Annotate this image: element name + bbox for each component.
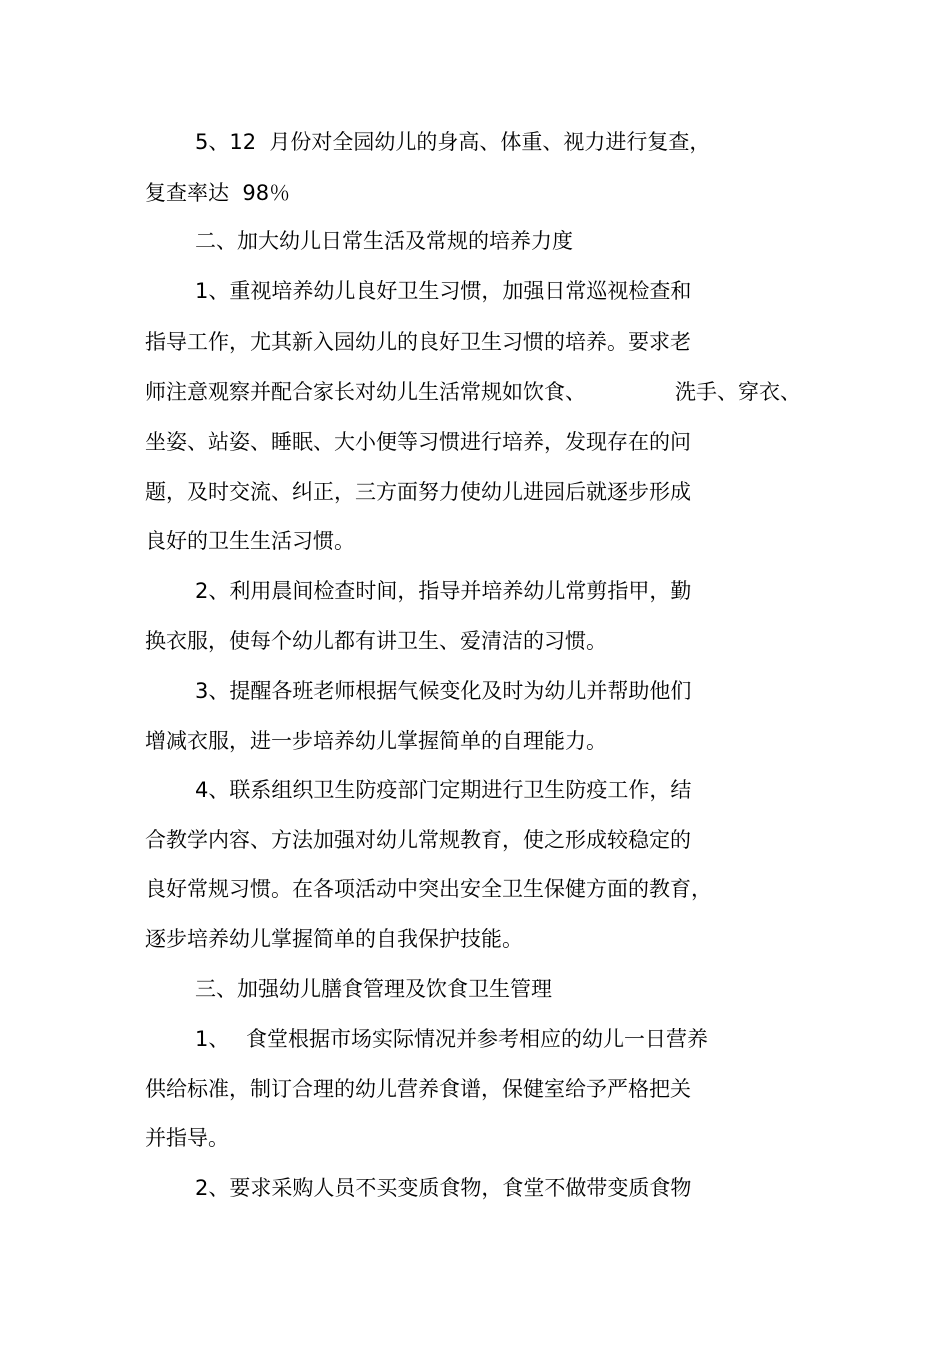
paragraph-line xyxy=(145,377,586,407)
line-text: 三、加强幼儿膳食管理及饮食卫生管理 xyxy=(195,977,552,1001)
paragraph-line xyxy=(145,327,691,357)
paragraph-line xyxy=(145,626,607,656)
line-text: 2、利用晨间检查时间，指导并培养幼儿常剪指甲，勤 xyxy=(195,579,692,603)
line-text: 师注意观察并配合家长对幼儿生活常规如饮食、 xyxy=(145,380,586,404)
paragraph-line xyxy=(145,825,691,855)
line-text: 二、加大幼儿日常生活及常规的培养力度 xyxy=(195,229,573,253)
line-text: 良好的卫生生活习惯。 xyxy=(145,529,355,553)
line-text: 1、重视培养幼儿良好卫生习惯，加强日常巡视检查和 xyxy=(195,279,692,303)
line-text: 并指导。 xyxy=(145,1126,229,1150)
section-heading xyxy=(195,226,573,256)
line-text: 坐姿、站姿、睡眠、大小便等习惯进行培养，发现存在的问 xyxy=(145,430,691,454)
line-text: 食堂根据市场实际情况并参考相应的幼儿一日营养 xyxy=(246,1027,708,1051)
line-text: 换衣服，使每个幼儿都有讲卫生、爱清洁的习惯。 xyxy=(145,629,607,653)
line-text: 3、提醒各班老师根据气候变化及时为幼儿并帮助他们 xyxy=(195,679,692,703)
line-text: 5、12 月份对全园幼儿的身高、体重、视力进行复查， xyxy=(195,130,711,154)
line-text: 洗手、穿衣、 xyxy=(675,380,801,404)
paragraph-line xyxy=(246,1024,708,1054)
line-text: 逐步培养幼儿掌握简单的自我保护技能。 xyxy=(145,927,523,951)
paragraph-line xyxy=(195,276,691,306)
line-text: 合教学内容、方法加强对幼儿常规教育，使之形成较稳定的 xyxy=(145,828,691,852)
line-text: 供给标准，制订合理的幼儿营养食谱，保健室给予严格把关 xyxy=(145,1077,691,1101)
paragraph-line xyxy=(675,377,801,407)
line-text: 指导工作，尤其新入园幼儿的良好卫生习惯的培养。要求老 xyxy=(145,330,691,354)
paragraph-line xyxy=(195,1024,229,1054)
paragraph-line xyxy=(195,576,691,606)
paragraph-line xyxy=(145,726,607,756)
line-text: 1、 xyxy=(195,1027,230,1051)
line-text: 4、联系组织卫生防疫部门定期进行卫生防疫工作，结 xyxy=(195,778,692,802)
line-text: 增减衣服，进一步培养幼儿掌握简单的自理能力。 xyxy=(145,729,607,753)
paragraph-line xyxy=(195,676,691,706)
paragraph-line xyxy=(145,1123,229,1153)
paragraph-line xyxy=(195,775,691,805)
line-text: 2、要求采购人员不买变质食物，食堂不做带变质食物 xyxy=(195,1176,692,1200)
section-heading xyxy=(195,974,552,1004)
paragraph-line xyxy=(145,874,712,904)
paragraph-line xyxy=(195,1173,691,1203)
paragraph-line xyxy=(145,1074,691,1104)
paragraph-line xyxy=(145,427,691,457)
line-text: 题，及时交流、纠正，三方面努力使幼儿进园后就逐步形成 xyxy=(145,480,691,504)
paragraph-line xyxy=(195,127,710,157)
paragraph-line xyxy=(145,477,691,507)
line-text: 复查率达 98％ xyxy=(145,181,291,205)
line-text: 良好常规习惯。在各项活动中突出安全卫生保健方面的教育， xyxy=(145,877,712,901)
paragraph-line xyxy=(145,924,523,954)
paragraph-line xyxy=(145,178,290,208)
paragraph-line xyxy=(145,526,355,556)
